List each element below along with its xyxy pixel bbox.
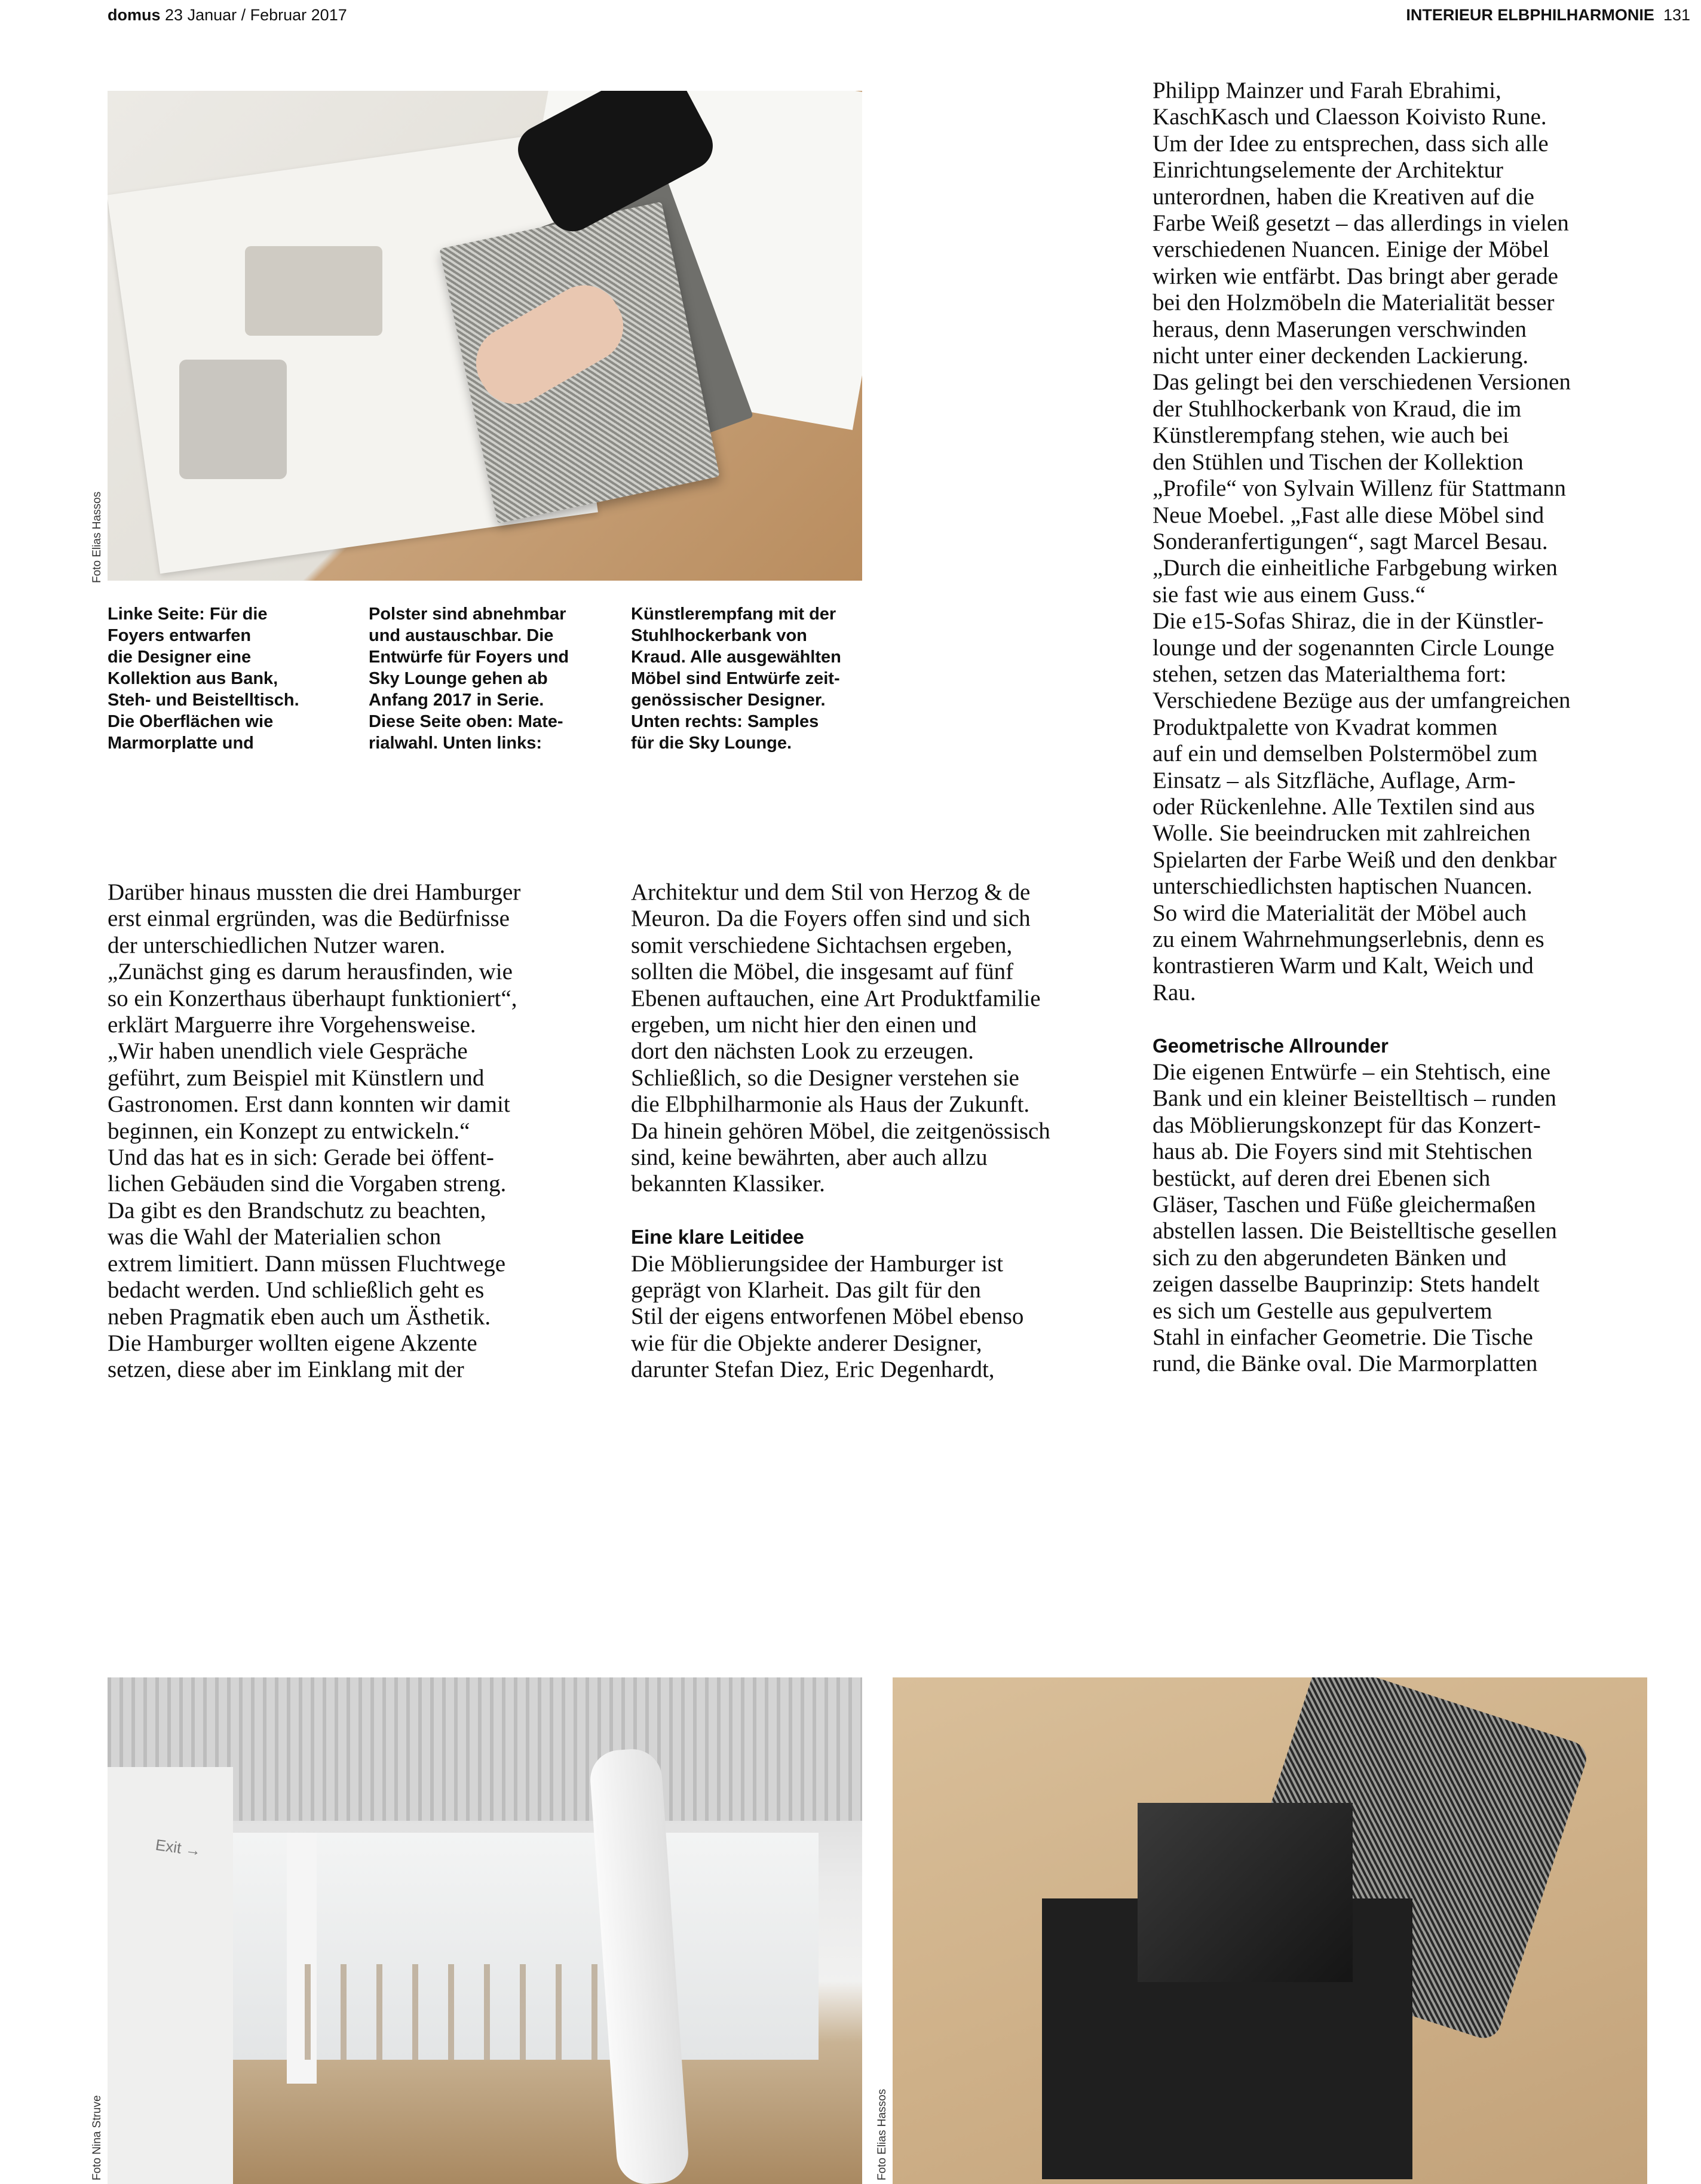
photo-credit-bottom-right: Foto Elias Hassos: [876, 2088, 888, 2180]
page-number: 131: [1663, 6, 1690, 24]
caption-2: Polster sind abnehmbar und austauschbar. Die Entwürfe für Foyers und Sky Lounge gehen ab Anfang 2017 in Serie. Diese Seite oben: Mate- rialwahl. Unten links:: [369, 605, 569, 753]
section-title: INTERIEUR ELBPHILHARMONIE: [1406, 6, 1654, 24]
running-header-right: [1406, 6, 1690, 24]
caption-3: Künstlerempfang mit der Stuhlhockerbank von Kraud. Alle ausgewählten Möbel sind Entwürfe zeit- genössischer Designer. Unten rechts: Samples für die Sky Lounge.: [631, 605, 841, 753]
photo-material-samples: [893, 1677, 1647, 2184]
caption-1: Linke Seite: Für die Foyers entwarfen die Designer eine Kollektion aus Bank, Steh- und Beistelltisch. Die Oberflächen wie Marmorplatte und: [108, 605, 299, 753]
magazine-brand: domus: [108, 6, 161, 24]
photo-credit-bottom-left: Foto Nina Struve: [91, 2095, 103, 2180]
subheading-klare-leitidee: Eine klare Leitidee: [631, 1226, 804, 1249]
running-header-left: [108, 6, 347, 24]
issue-date: 23 Januar / Februar 2017: [165, 6, 347, 24]
body-column-3: Philipp Mainzer und Farah Ebrahimi, KaschKasch und Claesson Koivisto Rune. Um der Idee zu entsprechen, dass sich alle Einrichtungselemente der Architektur unterordnen, haben die Kreativen auf die Farbe Weiß gesetzt – das allerdings in vielen verschiedenen Nuancen. Einige der Möbel wirken wie entfärbt. Das bringt aber gerade bei den Holzmöbeln die Materialität besser heraus, denn Maserungen verschwinden nicht unter einer deckenden Lackierung. Das gelingt bei den verschiedenen Versionen der Stuhlhockerbank von Kraud, die im Künstlerempfang stehen, wie auch bei den Stühlen und Tischen der Kollektion „Profile“ von Sylvain Willenz für Stattmann Neue Moebel. „Fast alle diese Möbel sind Sonderanfertigungen“, sagt Marcel Besau. „Durch die einheitliche Farbgebung wirken sie fast wie aus einem Guss.“ Die e15-Sofas Shiraz, die in der Künstler- lounge und der sogenannten Circle Lounge stehen, setzen das Materialthema fort: Verschiedene Bezüge aus der umfangreichen Produktpalette von Kvadrat kommen auf ein und demselben Polstermöbel zum Einsatz – als Sitzfläche, Auflage, Arm- oder Rückenlehne. Alle Textilen sind aus Wolle. Sie beeindrucken mit zahlreichen Spielarten der Farbe Weiß und den denkbar unterschiedlichsten haptischen Nuancen. So wird die Materialität der Möbel auch zu einem Wahrnehmungserlebnis, denn es kontrastieren Warm und Kalt, Weich und Rau. Geometrische Allrounder Die eigenen Entwürfe – ein Stehtisch, eine Bank und ein kleiner Beistelltisch – runden das Möblierungskonzept für das Konzert- haus ab. Die Foyers sind mit Stehtischen bestückt, auf deren drei Ebenen sich Gläser, Taschen und Füße gleichermaßen abstellen lassen. Die Beistelltische gesellen sich zu den abgerundeten Bänken und zeigen dasselbe Bauprinzip: Stets handelt es sich um Gestelle aus gepulvertem Stahl in einfacher Geometrie. Die Tische rund, die Bänke oval. Die Marmorplatten: [1153, 78, 1678, 1378]
photo-fabric-selection: [108, 91, 862, 581]
photo-foyer-kuenstlerempfang: [108, 1677, 862, 2184]
photo-credit-top: Foto Elias Hassos: [91, 491, 103, 583]
body-column-1: Darüber hinaus mussten die drei Hamburger erst einmal ergründen, was die Bedürfnisse der unterschiedlichen Nutzer waren. „Zunächst ging es darum herausfinden, wie so ein Konzerthaus überhaupt funktioniert“, erklärt Marguerre ihre Vorgehensweise. „Wir haben unendlich viele Gespräche geführt, zum Beispiel mit Künstlern und Gastronomen. Erst dann konnten wir damit beginnen, ein Konzept zu entwickeln.“ Und das hat es in sich: Gerade bei öffent- lichen Gebäuden sind die Vorgaben streng. Da gibt es den Brandschutz zu beachten, was die Wahl der Materialien schon extrem limitiert. Dann müssen Fluchtwege bedacht werden. Und schließlich geht es neben Pragmatik eben auch um Ästhetik. Die Hamburger wollten eigene Akzente setzen, diese aber im Einklang mit der: [108, 879, 521, 1383]
body-column-2: Architektur und dem Stil von Herzog & de Meuron. Da die Foyers offen sind und sich somit verschiedene Sichtachsen ergeben, sollten die Möbel, die insgesamt auf fünf Ebenen auftauchen, eine Art Produktfamilie ergeben, um nicht hier den einen und dort den nächsten Look zu erzeugen. Schließlich, so die Designer verstehen sie die Elbphilharmonie als Haus der Zukunft. Da hinein gehören Möbel, die zeitgenössisch sind, keine bewährten, aber auch allzu bekannten Klassiker. Eine klare Leitidee Die Möblierungsidee der Hamburger ist geprägt von Klarheit. Das gilt für den Stil der eigens entworfenen Möbel ebenso wie für die Objekte anderer Designer, darunter Stefan Diez, Eric Degenhardt,: [631, 879, 1145, 1384]
subheading-geometrische-allrounder: Geometrische Allrounder: [1153, 1034, 1389, 1057]
exit-sign: Exit →: [154, 1835, 203, 1860]
